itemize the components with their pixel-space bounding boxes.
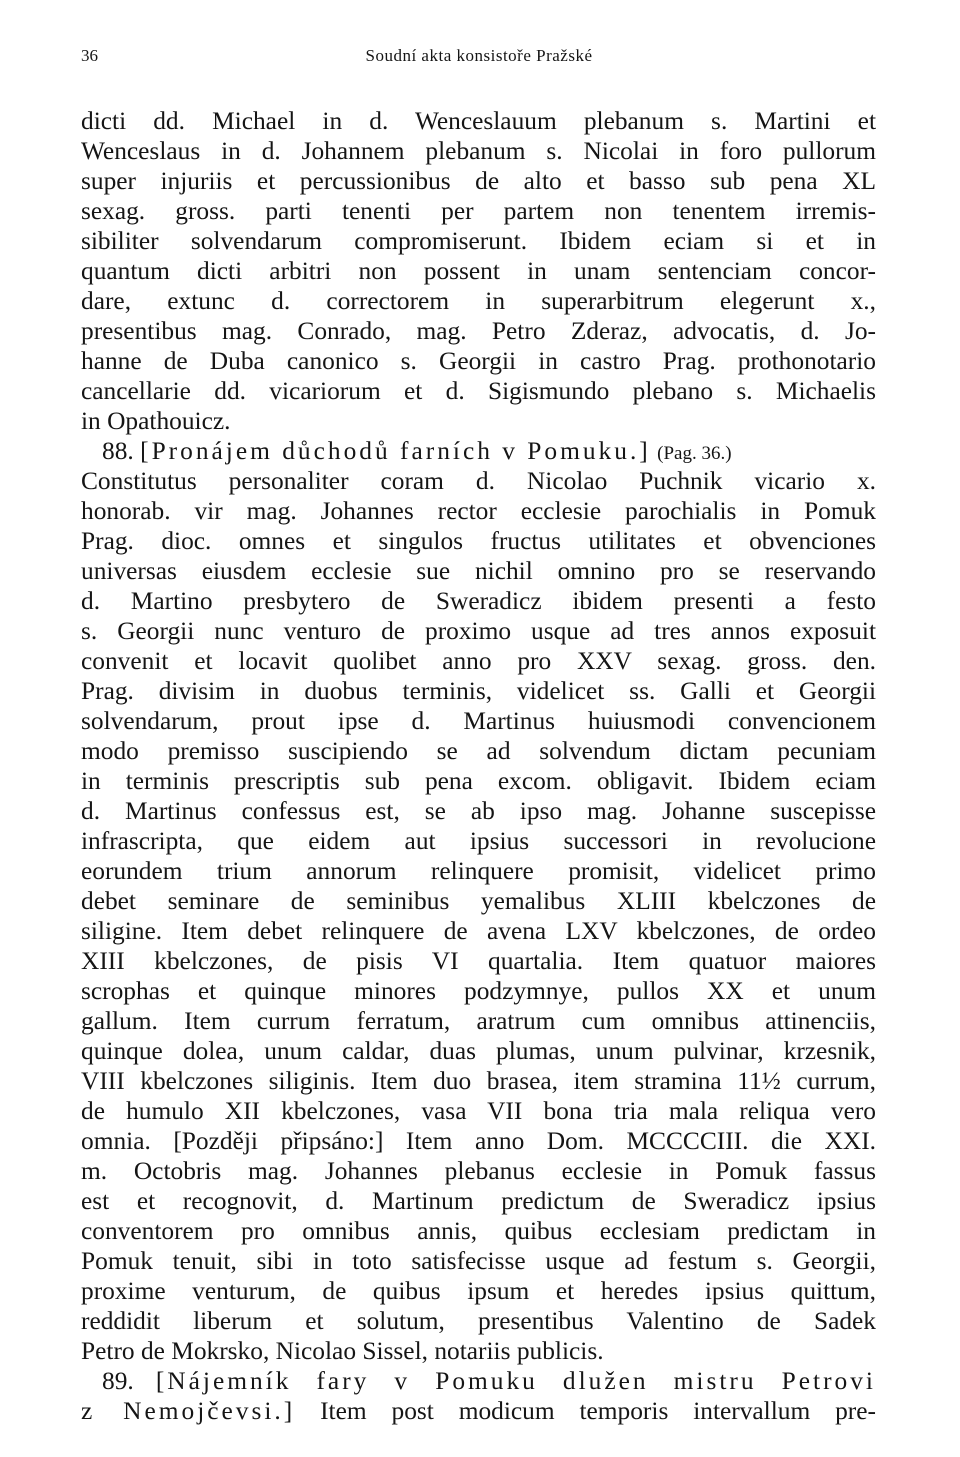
text-line: honorab. vir mag. Johannes rector ecclesie parochialis in Pomuk	[81, 497, 876, 525]
text-line: cancellarie dd. vicariorum et d. Sigismundo plebano s. Michaelis	[81, 377, 876, 405]
text-line: Prag. divisim in duobus terminis, videlicet ss. Galli et Georgii	[81, 677, 876, 705]
text-line: est et recognovit, d. Martinum predictum de Sweradicz ipsius	[81, 1187, 876, 1215]
text-line: m. Octobris mag. Johannes plebanus ecclesie in Pomuk fassus	[81, 1157, 876, 1185]
page-header	[81, 46, 877, 70]
text-line: super injuriis et percussionibus de alto et basso sub pena XL	[81, 167, 876, 195]
text-line: gallum. Item currum ferratum, aratrum cum omnibus attinenciis,	[81, 1007, 876, 1035]
entry-88-page-ref: (Pag. 36.)	[657, 443, 732, 464]
text-line: debet seminare de seminibus yemalibus XLIII kbelczones de	[81, 887, 876, 915]
text-line: in Opathouicz.	[81, 407, 231, 435]
entry-88-number: 88.	[102, 437, 134, 465]
entry-89-number: 89.	[102, 1367, 134, 1395]
text-line: s. Georgii nunc venturo de proximo usque ad tres annos exposuit	[81, 617, 876, 645]
text-line: modo premisso suscipiendo se ad solvendum dictam pecuniam	[81, 737, 876, 765]
main-text	[81, 106, 876, 1426]
text-line: solvendarum, prout ipse d. Martinus huiusmodi convencionem	[81, 707, 876, 735]
text-line: Wenceslaus in d. Johannem plebanum s. Nicolai in foro pullorum	[81, 137, 876, 165]
page-number: 36	[81, 46, 98, 65]
text-line: presentibus mag. Conrado, mag. Petro Zderaz, advocatis, d. Jo-	[81, 317, 876, 345]
text-line: dicti dd. Michael in d. Wenceslauum plebanum s. Martini et	[81, 107, 876, 135]
text-line: proxime venturum, de quibus ipsum et heredes ipsius quittum,	[81, 1277, 876, 1305]
text-line: universas eiusdem ecclesie sue nichil omnino pro se reservando	[81, 557, 876, 585]
text-line: Prag. dioc. omnes et singulos fructus utilitates et obvenciones	[81, 527, 876, 555]
text-line: quinque dolea, unum caldar, duas plumas, unum pulvinar, krzesnik,	[81, 1037, 876, 1065]
text-line: infrascripta, que eidem aut ipsius successori in revolucione	[81, 827, 876, 855]
text-line: de humulo XII kbelczones, vasa VII bona tria mala reliqua vero	[81, 1097, 876, 1125]
text-line: in terminis prescriptis sub pena excom. obligavit. Ibidem eciam	[81, 767, 876, 795]
entry-89-continuation	[81, 1396, 876, 1426]
text-line: d. Martino presbytero de Sweradicz ibidem presenti a festo	[81, 587, 876, 615]
text-line: Petro de Mokrsko, Nicolao Sissel, notariis publicis.	[81, 1337, 604, 1365]
text-line: sibiliter solvendarum compromiserunt. Ibidem eciam si et in	[81, 227, 876, 255]
text-line: Pomuk tenuit, sibi in toto satisfecisse usque ad festum s. Georgii,	[81, 1247, 876, 1275]
text-line: convenit et locavit quolibet anno pro XXV sexag. gross. den.	[81, 647, 876, 675]
entry-89-text: Item post modicum temporis intervallum pre-	[320, 1397, 876, 1425]
text-line: hanne de Duba canonico s. Georgii in castro Prag. prothonotario	[81, 347, 876, 375]
entry-89-title-end: z Nemojčevsi.]	[81, 1397, 296, 1425]
text-line: XIII kbelczones, de pisis VI quartalia. Item quatuor maiores	[81, 947, 876, 975]
running-title: Soudní akta konsistoře Pražské	[365, 46, 593, 65]
text-line: scrophas et quinque minores podzymnye, pullos XX et unum	[81, 977, 876, 1005]
text-line: siligine. Item debet relinquere de avena LXV kbelczones, de ordeo	[81, 917, 876, 945]
entry-88-heading	[81, 436, 876, 466]
text-line: reddidit liberum et solutum, presentibus Valentino de Sadek	[81, 1307, 876, 1335]
text-line: eorundem trium annorum relinquere promisit, videlicet primo	[81, 857, 876, 885]
text-line: Constitutus personaliter coram d. Nicolao Puchnik vicario x.	[81, 467, 876, 495]
entry-89-heading	[81, 1366, 876, 1396]
text-line: omnia. [Později připsáno:] Item anno Dom. MCCCCIII. die XXI.	[81, 1127, 876, 1155]
text-line: conventorem pro omnibus annis, quibus ecclesiam predictam in	[81, 1217, 876, 1245]
text-line: VIII kbelczones siliginis. Item duo brasea, item stramina 11½ currum,	[81, 1067, 876, 1095]
entry-89-title: [Nájemník fary v Pomuku dlužen mistru Petrovi	[155, 1367, 876, 1395]
entry-88-title: [Pronájem důchodů farních v Pomuku.]	[140, 437, 651, 465]
text-line: d. Martinus confessus est, se ab ipso mag. Johanne suscepisse	[81, 797, 876, 825]
text-line: quantum dicti arbitri non possent in unam sentenciam concor-	[81, 257, 876, 285]
text-line: sexag. gross. parti tenenti per partem non tenentem irremis-	[81, 197, 876, 225]
text-line: dare, extunc d. correctorem in superarbitrum elegerunt x.,	[81, 287, 876, 315]
